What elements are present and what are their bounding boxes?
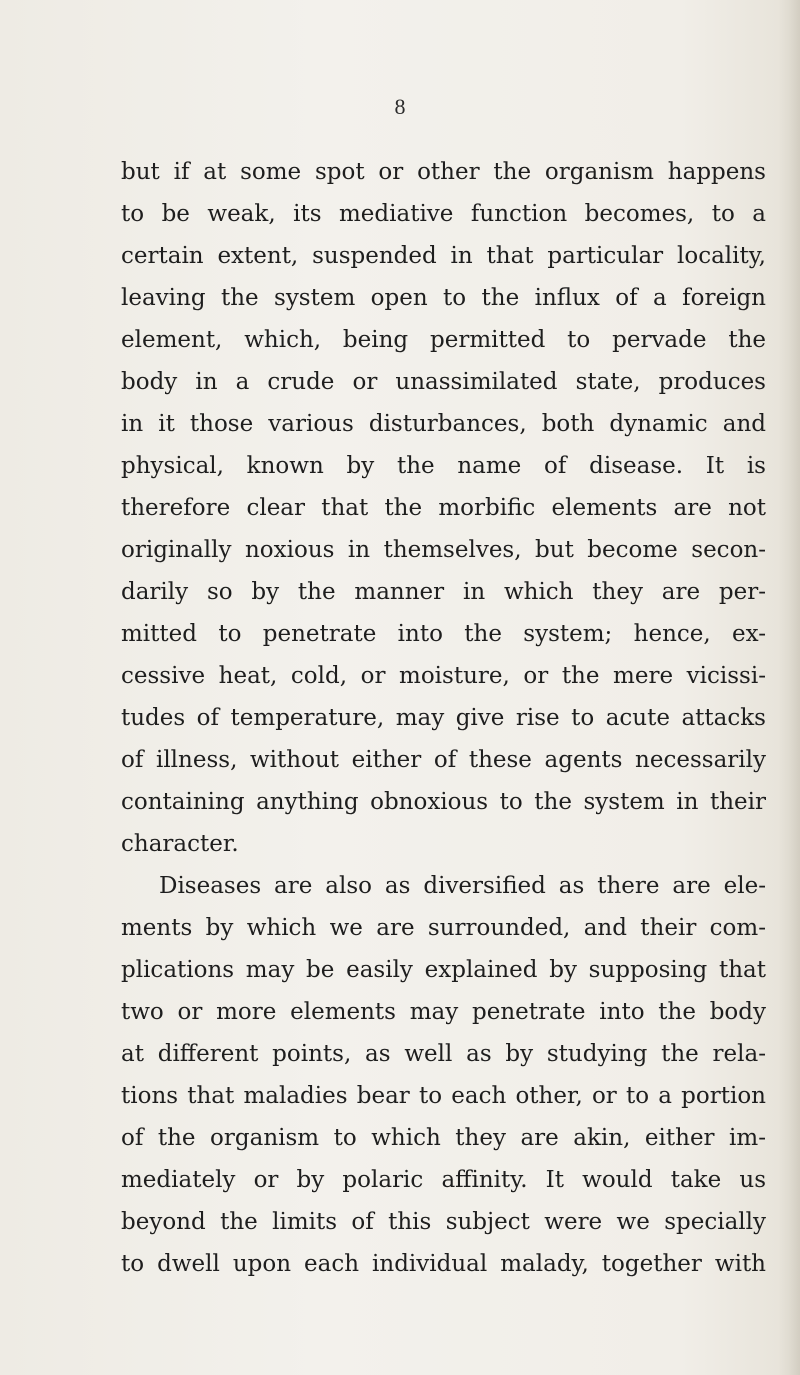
text-line: beyond the limits of this subject were we specially <box>121 1209 766 1235</box>
page-number: 8 <box>394 94 406 119</box>
text-line: at different points, as well as by studying the rela- <box>121 1041 766 1067</box>
text-line: tions that maladies bear to each other, or to a portion <box>121 1083 766 1109</box>
text-line: but if at some spot or other the organism happens <box>121 159 766 185</box>
text-line: plications may be easily explained by supposing that <box>121 957 766 983</box>
text-line: mediately or by polaric affinity. It would take us <box>121 1167 766 1193</box>
text-line: two or more elements may penetrate into the body <box>121 999 766 1025</box>
text-line: tudes of temperature, may give rise to acute attacks <box>121 705 766 731</box>
text-line: to dwell upon each individual malady, together with <box>121 1251 766 1277</box>
text-line: physical, known by the name of disease. It is <box>121 453 766 479</box>
text-line: of the organism to which they are akin, either im- <box>121 1125 766 1151</box>
text-line: Diseases are also as diversified as there are ele- <box>159 873 766 899</box>
text-line: therefore clear that the morbific elements are not <box>121 495 766 521</box>
text-line: character. <box>121 831 239 857</box>
text-line: mitted to penetrate into the system; hence, ex- <box>121 621 766 647</box>
text-line: certain extent, suspended in that particular locality, <box>121 243 766 269</box>
text-line: to be weak, its mediative function becomes, to a <box>121 201 766 227</box>
text-line: darily so by the manner in which they are per- <box>121 579 766 605</box>
text-line: originally noxious in themselves, but become secon- <box>121 537 766 563</box>
text-line: ments by which we are surrounded, and their com- <box>121 915 766 941</box>
text-line: cessive heat, cold, or moisture, or the mere vicissi- <box>121 663 766 689</box>
text-line: leaving the system open to the influx of a foreign <box>121 285 766 311</box>
text-line: in it those various disturbances, both dynamic and <box>121 411 766 437</box>
text-line: body in a crude or unassimilated state, produces <box>121 369 766 395</box>
text-line: element, which, being permitted to pervade the <box>121 327 766 353</box>
text-line: of illness, without either of these agents necessarily <box>121 747 766 773</box>
page-edge-shadow <box>778 0 800 1375</box>
text-line: containing anything obnoxious to the system in their <box>121 789 766 815</box>
